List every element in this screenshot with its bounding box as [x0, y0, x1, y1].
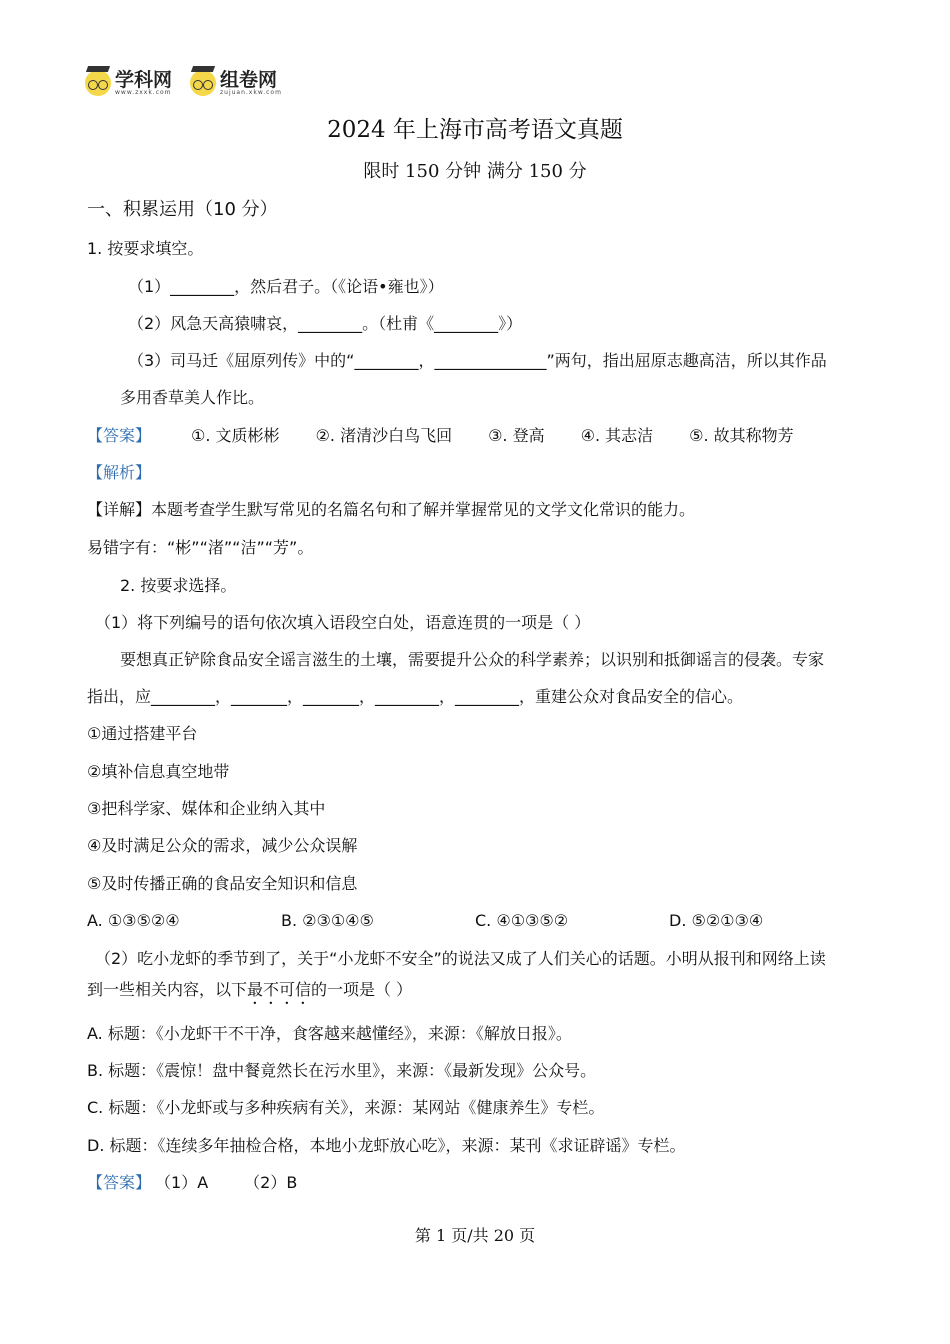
- q2-passage: 要想真正铲除食品安全谣言滋生的土壤，需要提升公众的科学素养；以识别和抵御谣言的侵袭。专家: [120, 650, 825, 669]
- choice-a: A. 标题：《小龙虾干不干净，食客越来越懂经》，来源：《解放日报》。: [87, 1024, 572, 1043]
- section-heading: 一、积累运用（10 分）: [87, 199, 278, 220]
- errors-text: 易错字有：“彬”“渚”“洁”“芳”。: [87, 538, 314, 557]
- sentence-option: ⑤及时传播正确的食品安全知识和信息: [87, 874, 358, 893]
- zxxk-logo: [85, 70, 172, 96]
- answer-label: 【答案】: [87, 426, 152, 445]
- q1-item: （2）风急天高猿啸哀，________。（杜甫《________》）: [128, 314, 523, 333]
- choice-a: A. ①③⑤②④: [87, 911, 180, 930]
- q2-part2-stem-2: [87, 980, 412, 1008]
- sentence-option: ①通过搭建平台: [87, 724, 198, 743]
- answer-item: ①. 文质彬彬: [191, 426, 280, 445]
- choice-d: D. ⑤②①③④: [669, 911, 764, 930]
- q1-item: （3）司马迁《屈原列传》中的“________，______________”两句，指出屈原志趣高洁，所以其作品: [128, 351, 827, 370]
- answer-item: ④. 其志洁: [580, 426, 654, 445]
- q2-part1-options: [87, 911, 863, 931]
- q2-answer: [87, 1173, 297, 1193]
- page-title: 2024 年上海市高考语文真题: [327, 117, 623, 143]
- logo-name: 学科网: [115, 68, 173, 91]
- choice-d: D. 标题：《连续多年抽检合格，本地小龙虾放心吃》，来源：某刊《求证辟谣》专栏。: [87, 1136, 686, 1155]
- logo-name: 组卷网: [220, 68, 278, 91]
- page-subtitle: 限时 150 分钟 满分 150 分: [363, 161, 587, 182]
- zujuan-logo: [190, 70, 282, 96]
- choice-c: C. 标题：《小龙虾或与多种疾病有关》，来源：某网站《健康养生》专栏。: [87, 1098, 605, 1117]
- answer-label: 【答案】: [87, 1173, 152, 1192]
- q1-answer: [87, 426, 830, 446]
- answer-item: （1）A: [163, 1173, 209, 1192]
- question-2-stem: 2. 按要求选择。: [120, 576, 237, 595]
- choice-c: C. ④①③⑤②: [475, 911, 569, 930]
- answer-item: （2）B: [244, 1173, 298, 1192]
- answer-item: ③. 登高: [488, 426, 545, 445]
- logo-url: www.zxxk.com: [115, 88, 172, 96]
- q1-item: （1）________，然后君子。（《论语•雍也》）: [128, 277, 444, 296]
- answer-item: ⑤. 故其称物芳: [689, 426, 794, 445]
- question-1-stem: 1. 按要求填空。: [87, 239, 204, 258]
- owl-icon: [85, 70, 111, 96]
- answer-item: ②. 渚清沙白鸟飞回: [315, 426, 453, 445]
- sentence-option: ②填补信息真空地带: [87, 762, 230, 781]
- detail-text: 【详解】本题考查学生默写常见的名篇名句和了解并掌握常见的文学文化常识的能力。: [87, 500, 696, 519]
- logo-url: zujuan.xkw.com: [220, 88, 282, 96]
- q2-passage: 指出，应________，_______，_______，________，________，重建公众对食品安全的信心。: [87, 687, 744, 706]
- sentence-option: ④及时满足公众的需求，减少公众误解: [87, 836, 358, 855]
- q2-part2-stem: （2）吃小龙虾的季节到了，关于“小龙虾不安全”的说法又成了人们关心的话题。小明从报刊和网络上读: [95, 949, 826, 968]
- choice-b: B. 标题：《震惊！盘中餐竟然长在污水里》，来源：《最新发现》公众号。: [87, 1061, 597, 1080]
- owl-icon: [190, 70, 216, 96]
- page-footer: 第 1 页/共 20 页: [414, 1226, 536, 1245]
- choice-b: B. ②③①④⑤: [281, 911, 374, 930]
- text: 的一项是（ ）: [311, 980, 413, 999]
- q1-item: 多用香草美人作比。: [120, 388, 265, 407]
- analysis-label: 【解析】: [87, 463, 152, 482]
- q2-part1-stem: （1）将下列编号的语句依次填入语段空白处，语意连贯的一项是（ ）: [95, 613, 591, 632]
- emphasized-text: 最不可信: [247, 980, 312, 999]
- sentence-option: ③把科学家、媒体和企业纳入其中: [87, 799, 326, 818]
- text: 到一些相关内容，以下: [87, 980, 248, 999]
